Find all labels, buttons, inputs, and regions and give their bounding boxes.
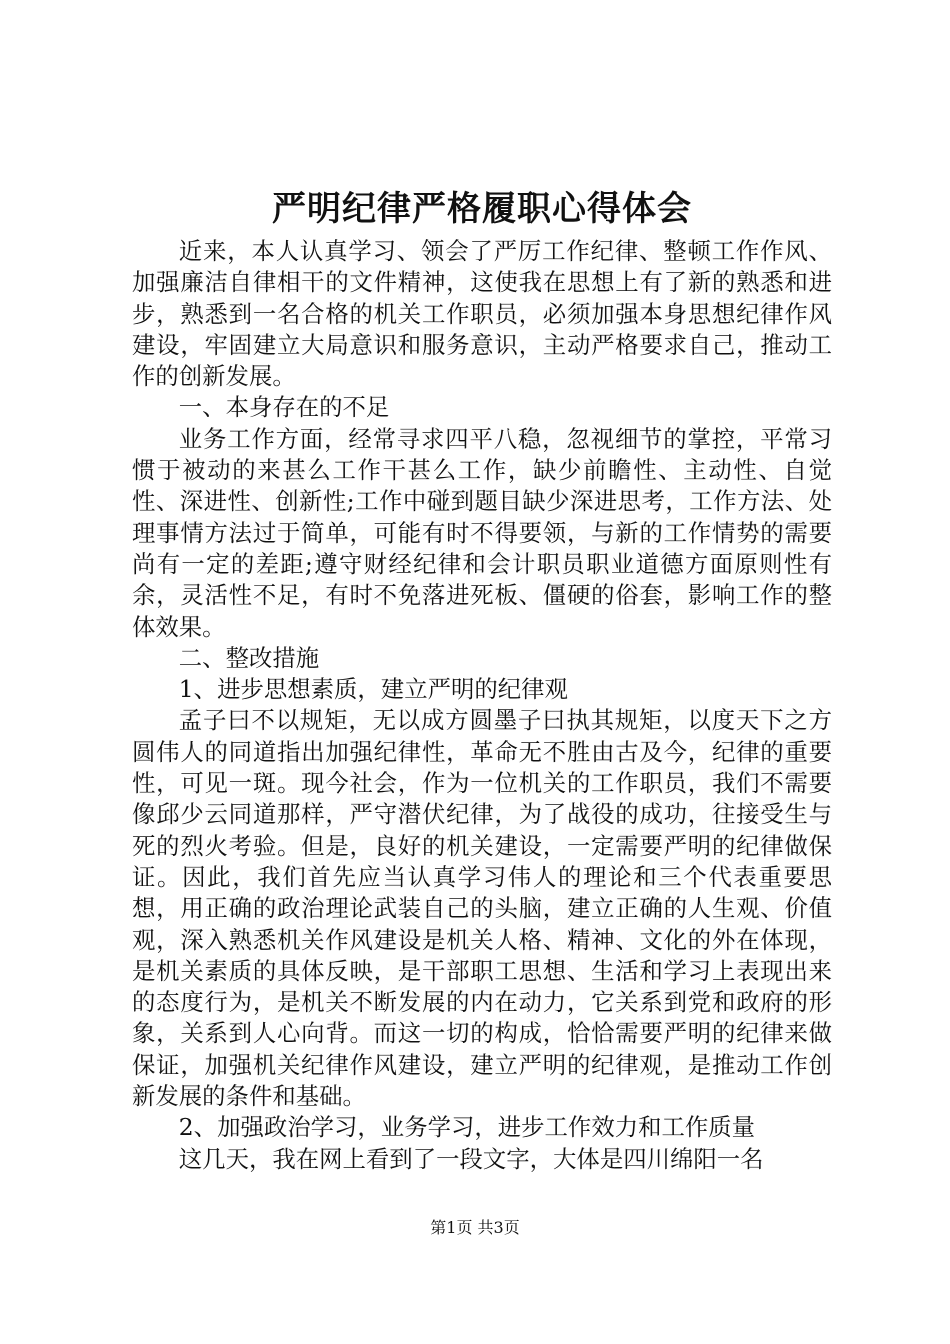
subheading-study: 2、加强政治学习，业务学习，进步工作效力和工作质量	[178, 1113, 756, 1142]
paragraph-study: 这几天，我在网上看到了一段文字，大体是四川绵阳一名	[178, 1144, 764, 1173]
page-footer: 第1页 共3页	[430, 1218, 520, 1237]
document-body	[132, 236, 832, 1175]
paragraph-shortcomings: 业务工作方面，经常寻求四平八稳，忽视细节的掌控，平常习惯于被动的来甚么工作干甚么工作，缺少前瞻性、主动性、自觉性、深进性、创新性;工作中碰到题目缺少深进思考，工作方法、处理事情方法过于简单，可能有时不得要领，与新的工作情势的需要尚有一定的差距;遵守财经纪律和会计职员职业道德方面原则性有余，灵活性不足，有时不免落进死板、僵硬的俗套，影响工作的整体效果。	[132, 424, 832, 641]
paragraph-intro: 近来，本人认真学习、领会了严厉工作纪律、整顿工作作风、加强廉洁自律相干的文件精神，这使我在思想上有了新的熟悉和进步，熟悉到一名合格的机关工作职员，必须加强本身思想纪律作风建设，牢固建立大局意识和服务意识，主动严格要求自己，推动工作的创新发展。	[132, 237, 832, 391]
paragraph-discipline: 孟子曰不以规矩，无以成方圆墨子曰执其规矩，以度天下之方圆伟人的同道指出加强纪律性，革命无不胜由古及今，纪律的重要性，可见一斑。现今社会，作为一位机关的工作职员，我们不需要像邱少云同道那样，严守潜伏纪律，为了战役的成功，往接受生与死的烈火考验。但是，良好的机关建设，一定需要严明的纪律做保证。因此，我们首先应当认真学习伟人的理论和三个代表重要思想，用正确的政治理论武装自己的头脑，建立正确的人生观、价值观，深入熟悉机关作风建设是机关人格、精神、文化的外在体现，是机关素质的具体反映，是干部职工思想、生活和学习上表现出来的态度行为，是机关不断发展的内在动力，它关系到党和政府的形象，关系到人心向背。而这一切的构成，恰恰需要严明的纪律来做保证，加强机关纪律作风建设，建立严明的纪律观，是推动工作创新发展的条件和基础。	[132, 706, 832, 1111]
subheading-discipline: 1、进步思想素质，建立严明的纪律观	[178, 675, 568, 704]
section-heading-measures: 二、整改措施	[178, 643, 320, 672]
document-title: 严明纪律严格履职心得体会	[272, 189, 692, 229]
section-heading-shortcomings: 一、本身存在的不足	[178, 393, 390, 422]
document-page	[132, 0, 832, 1344]
